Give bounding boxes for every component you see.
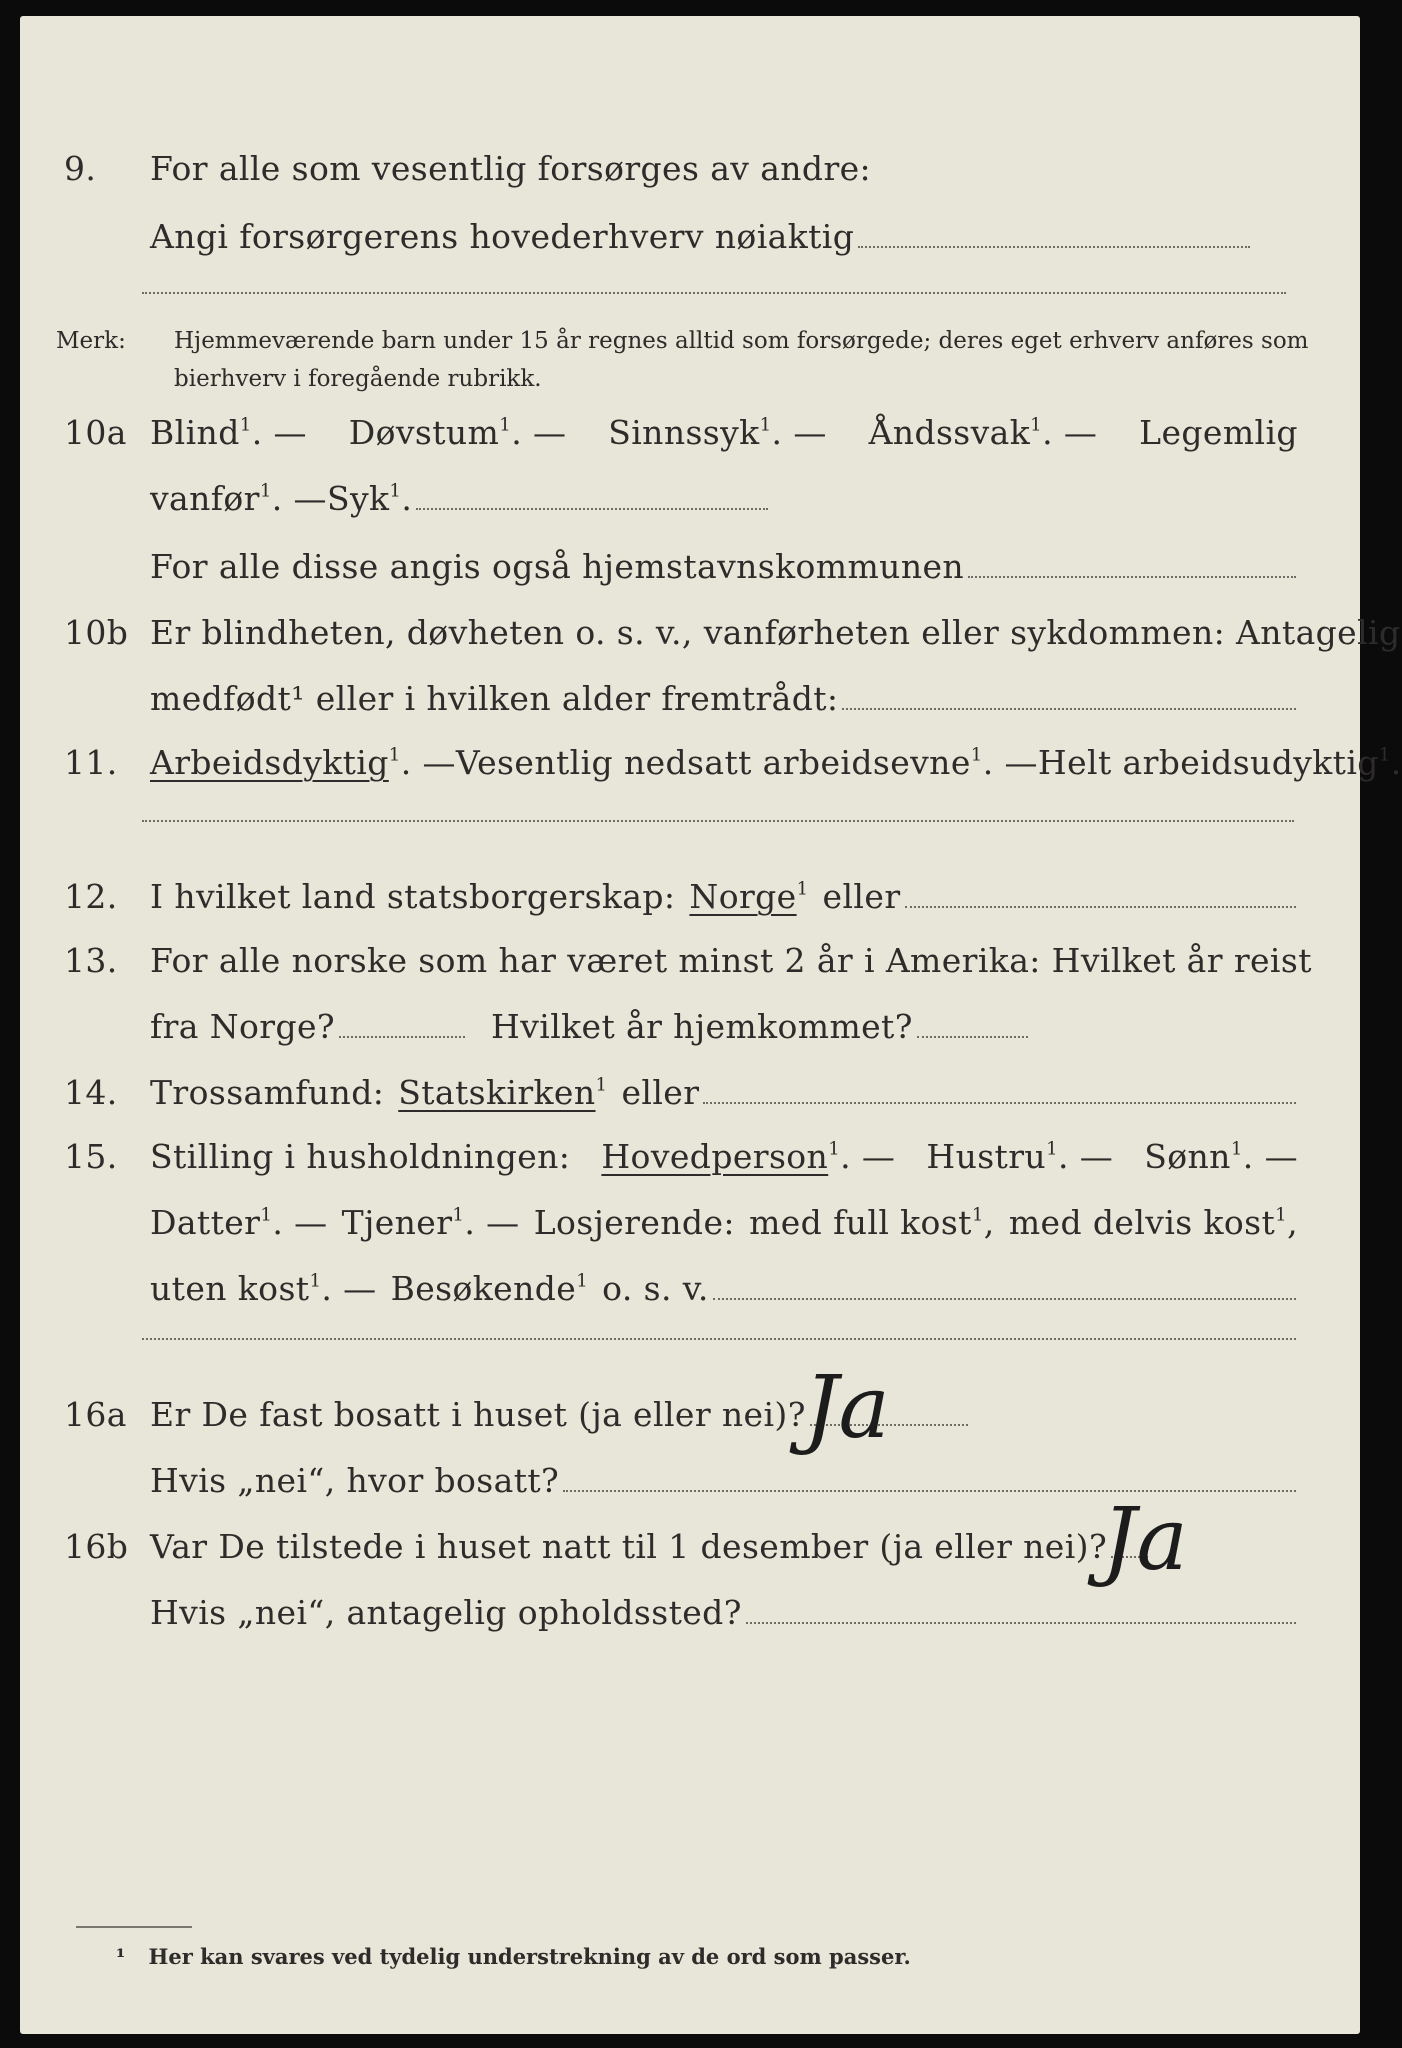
option-legemlig[interactable]: Legemlig: [1139, 413, 1298, 452]
q12-line: [20, 862, 1360, 922]
q10b-line1: [20, 598, 1401, 658]
q15-line2: [20, 1188, 1360, 1248]
q9-number: 9.: [64, 149, 97, 188]
q10a-hometown-label: For alle disse angis også hjemstavnskommunen: [150, 547, 965, 586]
q12-eller: eller: [822, 877, 901, 916]
option-sinnssyk[interactable]: Sinnssyk$^1$. —: [608, 413, 827, 452]
q15-position-field[interactable]: [713, 1298, 1296, 1300]
q10b-line2: [20, 664, 1360, 724]
q12-country-field[interactable]: [905, 906, 1297, 908]
option-full-kost[interactable]: med full kost$^1$,: [749, 1203, 995, 1242]
q14-label: Trossamfund:: [150, 1073, 385, 1112]
q13-returned-field[interactable]: [917, 1036, 1028, 1038]
q16a-handwritten-answer: Ja: [804, 1358, 890, 1458]
q15-line3: [20, 1254, 1360, 1314]
option-arbeidsdyktig[interactable]: Arbeidsdyktig$^1$. —: [150, 743, 456, 782]
q15-number: 15.: [64, 1137, 118, 1176]
footnote: [116, 1944, 911, 1969]
q15-osv: o. s. v.: [602, 1269, 709, 1308]
option-dovstum[interactable]: Døvstum$^1$. —: [348, 413, 567, 452]
option-uten-kost[interactable]: uten kost$^1$. —: [150, 1269, 377, 1308]
q10a-number: 10a: [64, 413, 127, 452]
q13-departed-label: fra Norge?: [150, 1007, 336, 1046]
option-hovedperson[interactable]: Hovedperson$^1$. —: [601, 1137, 896, 1176]
footnote-mark: ¹: [116, 1944, 126, 1969]
q10a-line3: [20, 532, 1360, 592]
option-vanfor[interactable]: vanfør$^1$. —: [150, 479, 327, 518]
q10b-onset-label: medfødt¹ eller i hvilken alder fremtrådt:: [150, 679, 839, 718]
q9-line1: [20, 134, 1360, 194]
option-arbeidsudyktig[interactable]: Helt arbeidsudyktig$^1$.: [1037, 743, 1402, 782]
q10b-number: 10b: [64, 613, 129, 652]
q13-text: For alle norske som har været minst 2 år i Amerika: Hvilket år reist: [150, 941, 1312, 980]
q13-departed-field[interactable]: [339, 1036, 465, 1038]
option-syk[interactable]: Syk$^1$.: [326, 479, 413, 518]
q11-number: 11.: [64, 743, 118, 782]
q13-number: 13.: [64, 941, 118, 980]
option-sonn[interactable]: Sønn$^1$. —: [1144, 1137, 1298, 1176]
footnote-text: Her kan svares ved tydelig understrekning av de ord som passer.: [148, 1944, 911, 1969]
option-delvis-kost[interactable]: med delvis kost$^1$,: [1008, 1203, 1298, 1242]
q10a-disability-field[interactable]: [416, 508, 768, 510]
q14-eller: eller: [621, 1073, 700, 1112]
option-blind[interactable]: Blind$^1$. —: [150, 413, 307, 452]
q10a-line1: [20, 398, 1360, 458]
q14-faith-field[interactable]: [703, 1102, 1296, 1104]
option-hustru[interactable]: Hustru$^1$. —: [926, 1137, 1114, 1176]
option-datter[interactable]: Datter$^1$. —: [150, 1203, 328, 1242]
q16a-line1: [20, 1380, 1360, 1440]
q15-extra-line[interactable]: [142, 1338, 1296, 1340]
q16b-question: Var De tilstede i huset natt til 1 desember (ja eller nei)?: [150, 1527, 1108, 1566]
q14-line: [20, 1058, 1360, 1118]
option-statskirken[interactable]: Statskirken$^1$: [398, 1073, 608, 1112]
q15-line1: [20, 1122, 1360, 1182]
q14-number: 14.: [64, 1073, 118, 1112]
q9-occupation-label: Angi forsørgerens hovederhverv nøiaktig: [150, 217, 855, 256]
option-tjener[interactable]: Tjener$^1$. —: [341, 1203, 520, 1242]
q13-line1: [20, 926, 1360, 986]
q11-line: [20, 728, 1402, 788]
q9-extra-line[interactable]: [142, 292, 1286, 294]
q10a-line2: [20, 464, 1360, 524]
option-andssvak[interactable]: Åndssvak$^1$. —: [868, 413, 1098, 452]
option-norge[interactable]: Norge$^1$: [689, 877, 809, 916]
q10b-onset-field[interactable]: [842, 708, 1296, 710]
q15-label: Stilling i husholdningen:: [150, 1137, 571, 1176]
q12-number: 12.: [64, 877, 118, 916]
q10a-hometown-field[interactable]: [968, 576, 1296, 578]
q16b-line2: [20, 1578, 1360, 1638]
q16a-where-label: Hvis „nei“, hvor bosatt?: [150, 1461, 560, 1500]
q16b-number: 16b: [64, 1527, 129, 1566]
q13-returned-label: Hvilket år hjemkommet?: [491, 1007, 913, 1046]
q16b-where-label: Hvis „nei“, antagelig opholdssted?: [150, 1593, 742, 1632]
q16b-handwritten-answer: Ja: [1102, 1490, 1188, 1590]
merk-text: Hjemmeværende barn under 15 år regnes alltid som forsørgede; deres eget erhverv anføres som bierhverv i foregående rubrikk.: [174, 328, 1309, 392]
q13-line2: [20, 992, 1360, 1052]
merk-label: Merk:: [56, 328, 126, 354]
q16b-where-field[interactable]: [746, 1622, 1296, 1624]
footnote-rule: [76, 1926, 192, 1928]
q9-line2: [20, 202, 1360, 262]
q10b-text: Er blindheten, døvheten o. s. v., vanførheten eller sykdommen: Antagelig: [150, 613, 1401, 652]
census-form-page: [20, 16, 1402, 2034]
option-besokende[interactable]: Besøkende$^1$: [390, 1269, 589, 1308]
q16a-question: Er De fast bosatt i huset (ja eller nei)?: [150, 1395, 806, 1434]
q9-occupation-field[interactable]: [858, 246, 1250, 248]
q11-extra-line[interactable]: [142, 820, 1294, 822]
q15-losjerende-label: Losjerende:: [533, 1203, 735, 1242]
q16a-number: 16a: [64, 1395, 127, 1434]
q12-label: I hvilket land statsborgerskap:: [150, 877, 676, 916]
q9-text: For alle som vesentlig forsørges av andre:: [150, 149, 872, 188]
option-nedsatt-arbeidsevne[interactable]: Vesentlig nedsatt arbeidsevne$^1$. —: [455, 743, 1038, 782]
